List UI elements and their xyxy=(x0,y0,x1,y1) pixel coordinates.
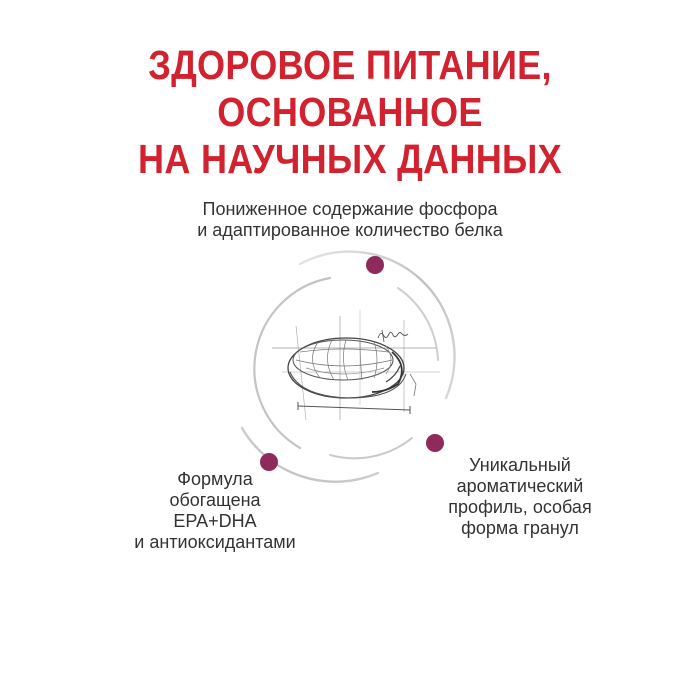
feature-right-line-1: Уникальный xyxy=(469,455,571,475)
inner-arc-bottom xyxy=(330,438,412,458)
feature-right-line-2: ароматический xyxy=(456,476,584,496)
headline-line-2: НА НАУЧНЫХ ДАННЫХ xyxy=(138,136,562,182)
feature-right-line-3: профиль, особая xyxy=(448,497,592,517)
feature-top xyxy=(140,199,560,241)
headline-line-1: ЗДОРОВОЕ ПИТАНИЕ, ОСНОВАННОЕ xyxy=(148,42,552,135)
feature-left-line-3: EPA+DHA xyxy=(173,511,257,531)
kibble-sketch-icon xyxy=(272,310,440,420)
feature-left-line-1: Формула xyxy=(177,469,253,489)
dot-icon-top xyxy=(366,256,384,274)
feature-right xyxy=(430,455,610,539)
dot-icon-right xyxy=(426,434,444,452)
feature-left-line-4: и антиоксидантами xyxy=(134,532,296,552)
feature-top-line-1: Пониженное содержание фосфора xyxy=(202,199,498,219)
feature-left xyxy=(110,469,320,553)
feature-top-line-2: и адаптированное количество белка xyxy=(197,220,503,240)
inner-arc-left xyxy=(254,278,330,448)
feature-right-line-4: форма гранул xyxy=(461,518,579,538)
feature-left-line-2: обогащена xyxy=(169,490,261,510)
